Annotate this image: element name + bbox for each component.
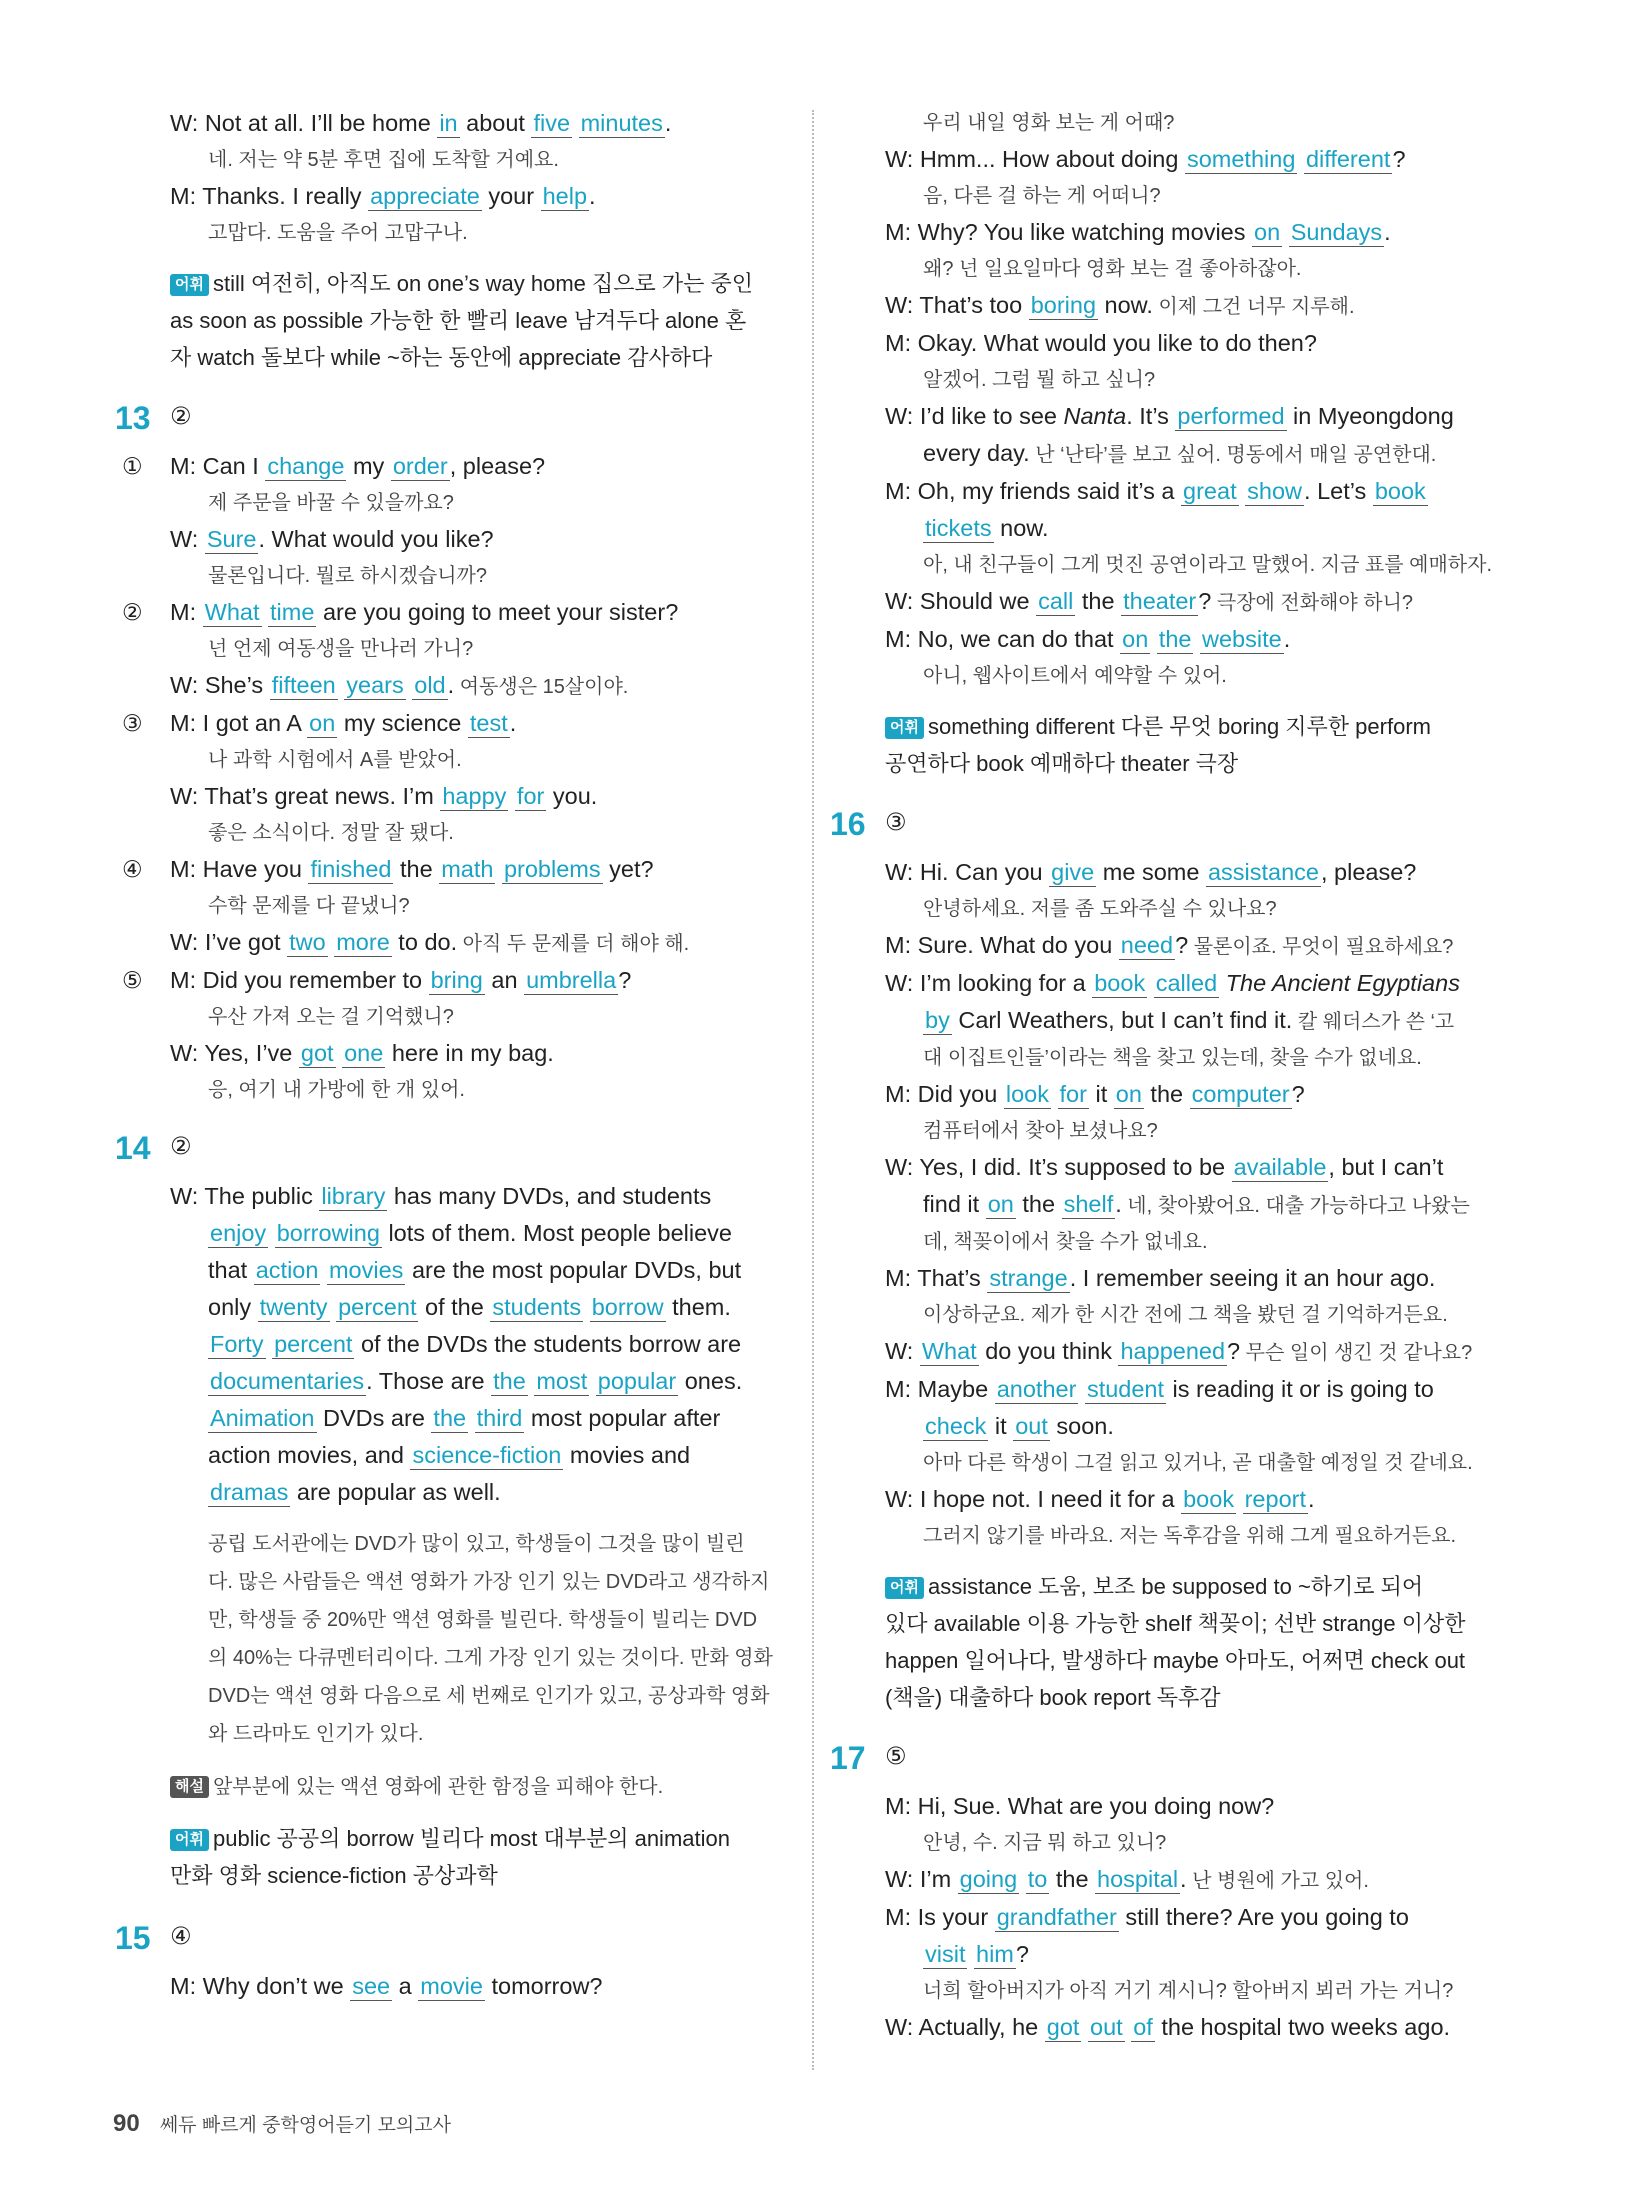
monologue-line: W: The public library has many DVDs, and students (170, 1183, 712, 1209)
question-number: 15 (115, 1920, 151, 1956)
dialogue-line: W: I’ve got two more to do. 아직 두 문제를 더 해야 해. (170, 929, 690, 955)
book-title: 쎄듀 빠르게 중학영어듣기 모의고사 (159, 2115, 451, 2136)
question-number: 17 (830, 1740, 866, 1776)
dialogue-line: W: I’d like to see Nanta. It’s performed in Myeongdong (885, 403, 1454, 429)
dialogue-line: M: No, we can do that on the website. (885, 626, 1291, 652)
translation: 대 이집트인들’이라는 책을 찾고 있는데, 찾을 수가 없네요. (923, 1047, 1422, 1069)
vocab-line: 만화 영화 science-fiction 공상과학 (170, 1863, 498, 1888)
dialogue-line: ③ M: I got an A on my science test. (122, 710, 517, 736)
translation: 고맙다. 도움을 주어 고맙구나. (208, 222, 468, 244)
answer-choice: ② (170, 1133, 192, 1160)
translation: 너희 할아버지가 아직 거기 계시니? 할아버지 뵈러 가는 거니? (923, 1980, 1454, 2002)
dialogue-line: ④ M: Have you finished the math problems yet? (122, 856, 654, 882)
translation-paragraph: DVD는 액션 영화 다음으로 세 번째로 인기가 있고, 공상과학 영화 (208, 1685, 770, 1707)
question-number: 16 (830, 806, 866, 842)
dialogue-line: M: Sure. What do you need? 물론이죠. 무엇이 필요하세요? (885, 932, 1454, 958)
dialogue-line: find it on the shelf. 네, 찾아봤어요. 대출 가능하다고 나왔는 (923, 1191, 1470, 1217)
question-17-header (830, 1730, 1565, 1788)
question-14-header (115, 1120, 850, 1178)
translation: 아, 내 친구들이 그게 멋진 공연이라고 말했어. 지금 표를 예매하자. (923, 554, 1492, 576)
vocab-tag: 어휘 (170, 274, 209, 296)
dialogue-line: every day. 난 ‘난타’를 보고 싶어. 명동에서 매일 공연한대. (923, 440, 1437, 466)
answer-choice: ⑤ (885, 1743, 907, 1770)
page-number: 90 (113, 2110, 140, 2137)
question-number: 14 (115, 1130, 151, 1166)
monologue-line: only twenty percent of the students borrow them. (208, 1294, 731, 1320)
dialogue-line: W: I hope not. I need it for a book report. (885, 1486, 1315, 1512)
translation: 그러지 않기를 바라요. 저는 독후감을 위해 그게 필요하거든요. (923, 1525, 1457, 1547)
translation: 아니, 웹사이트에서 예약할 수 있어. (923, 665, 1227, 687)
dialogue-line: W: Hi. Can you give me some assistance, please? (885, 859, 1417, 885)
dialogue-line: ① M: Can I change my order, please? (122, 453, 546, 479)
vocab-line: (책을) 대출하다 book report 독후감 (885, 1685, 1221, 1710)
vocab-line: 있다 available 이용 가능한 shelf 책꽂이; 선반 strange 이상한 (885, 1611, 1466, 1636)
translation: 안녕, 수. 지금 뭐 하고 있니? (923, 1832, 1167, 1854)
translation: 제 주문을 바꿀 수 있을까요? (208, 492, 454, 514)
translation: 음, 다른 걸 하는 게 어떠니? (923, 185, 1161, 207)
dialogue-line: tickets now. (925, 515, 1049, 541)
dialogue-line: M: Is your grandfather still there? Are you going to (885, 1904, 1409, 1930)
monologue-line: that action movies are the most popular DVDs, but (208, 1257, 742, 1283)
vocab-box: 어휘 still 여전히, 아직도 on one’s way home 집으로 가는 중인 (170, 265, 850, 302)
translation: 우리 내일 영화 보는 게 어때? (923, 112, 1175, 134)
question-13-header (115, 390, 850, 448)
translation: 수학 문제를 다 끝냈니? (208, 895, 410, 917)
monologue-line: Forty percent of the DVDs the students borrow are (210, 1331, 742, 1357)
vocab-tag: 어휘 (170, 1829, 209, 1851)
vocab-line: 자 watch 돌보다 while ~하는 동안에 appreciate 감사하다 (170, 345, 713, 370)
translation: 알겠어. 그럼 뭘 하고 싶니? (923, 369, 1156, 391)
vocab-box: 어휘 assistance 도움, 보조 be supposed to ~하기로 되어 (885, 1568, 1565, 1605)
monologue-line: action movies, and science-fiction movies and (208, 1442, 691, 1468)
monologue-line: enjoy borrowing lots of them. Most people believe (210, 1220, 733, 1246)
dialogue-line: W: Should we call the theater? 극장에 전화해야 하니? (885, 588, 1414, 614)
dialogue-line: ② M: What time are you going to meet your sister? (122, 599, 679, 625)
vocab-box: 어휘 something different 다른 무엇 boring 지루한 perform (885, 708, 1565, 745)
dialogue-line: by Carl Weathers, but I can’t find it. 칼 웨더스가 쓴 ‘고 (925, 1007, 1455, 1033)
answer-choice: ② (170, 403, 192, 430)
translation: 데, 책꽂이에서 찾을 수가 없네요. (923, 1231, 1208, 1253)
dialogue-line: M: Did you look for it on the computer? (885, 1081, 1305, 1107)
translation: 응, 여기 내 가방에 한 개 있어. (208, 1079, 465, 1101)
monologue-line: documentaries. Those are the most popular ones. (210, 1368, 743, 1394)
translation: 넌 언제 여동생을 만나러 가니? (208, 638, 474, 660)
translation: 물론입니다. 뭘로 하시겠습니까? (208, 565, 487, 587)
dialogue-line: M: Why don’t we see a movie tomorrow? (170, 1973, 603, 1999)
vocab-tag: 어휘 (885, 717, 924, 739)
page-footer (113, 2110, 451, 2138)
translation-paragraph: 와 드라마도 인기가 있다. (208, 1723, 424, 1745)
vocab-line: as soon as possible 가능한 한 빨리 leave 남겨두다 alone 혼 (170, 308, 747, 333)
vocab-line: 공연하다 book 예매하다 theater 극장 (885, 751, 1239, 776)
dialogue-line: W: She’s fifteen years old. 여동생은 15살이야. (170, 672, 629, 698)
monologue-line: dramas are popular as well. (210, 1479, 501, 1505)
dialogue-line: M: Okay. What would you like to do then? (885, 330, 1317, 356)
dialogue-line: ⑤ M: Did you remember to bring an umbrella? (122, 967, 632, 993)
translation-paragraph: 만, 학생들 중 20%만 액션 영화를 빌린다. 학생들이 빌리는 DVD (208, 1609, 758, 1631)
translation: 이상하군요. 제가 한 시간 전에 그 책을 봤던 걸 기억하거든요. (923, 1304, 1448, 1326)
dialogue-line: M: Oh, my friends said it’s a great show. Let’s book (885, 478, 1426, 504)
monologue-line: Animation DVDs are the third most popular after (210, 1405, 721, 1431)
dialogue-line: W: Yes, I did. It’s supposed to be available, but I can’t (885, 1154, 1444, 1180)
translation: 아마 다른 학생이 그걸 읽고 있거나, 곧 대출할 예정일 것 같네요. (923, 1452, 1473, 1474)
translation: 컴퓨터에서 찾아 보셨나요? (923, 1120, 1158, 1142)
dialogue-line: W: I’m going to the hospital. 난 병원에 가고 있어. (885, 1866, 1369, 1892)
translation: 우산 가져 오는 걸 기억했니? (208, 1006, 454, 1028)
explanation-box: 해설 앞부분에 있는 액션 영화에 관한 함정을 피해야 한다. (170, 1767, 850, 1806)
dialogue-line: M: Hi, Sue. What are you doing now? (885, 1793, 1275, 1819)
dialogue-line: W: Yes, I’ve got one here in my bag. (170, 1040, 554, 1066)
dialogue-line: W: What do you think happened? 무슨 일이 생긴 것 같나요? (885, 1338, 1473, 1364)
dialogue-line: M: Maybe another student is reading it or is going to (885, 1376, 1434, 1402)
translation: 왜? 넌 일요일마다 영화 보는 걸 좋아하잖아. (923, 258, 1302, 280)
dialogue-line: W: Sure. What would you like? (170, 526, 494, 552)
dialogue-line: M: That’s strange. I remember seeing it an hour ago. (885, 1265, 1436, 1291)
right-column (830, 105, 1565, 2046)
translation: 안녕하세요. 저를 좀 도와주실 수 있나요? (923, 898, 1277, 920)
explanation-tag: 해설 (170, 1776, 209, 1798)
dialogue-line: visit him? (925, 1941, 1029, 1967)
vocab-line: happen 일어나다, 발생하다 maybe 아마도, 어쩌면 check out (885, 1648, 1466, 1673)
vocab-tag: 어휘 (885, 1577, 924, 1599)
dialogue-line: W: Not at all. I’ll be home in about five minutes. (170, 110, 672, 136)
question-15-header (115, 1910, 850, 1968)
dialogue-line: W: That’s too boring now. 이제 그건 너무 지루해. (885, 292, 1355, 318)
left-column (115, 105, 850, 2005)
translation: 네. 저는 약 5분 후면 집에 도착할 거예요. (208, 149, 559, 171)
dialogue-line: W: Actually, he got out of the hospital two weeks ago. (885, 2014, 1451, 2040)
dialogue-line: W: Hmm... How about doing something different? (885, 146, 1406, 172)
dialogue-line: check it out soon. (925, 1413, 1114, 1439)
translation-paragraph: 공립 도서관에는 DVD가 많이 있고, 학생들이 그것을 많이 빌린 (208, 1533, 745, 1555)
translation-paragraph: 다. 많은 사람들은 액션 영화가 가장 인기 있는 DVD라고 생각하지 (208, 1571, 770, 1593)
translation: 좋은 소식이다. 정말 잘 됐다. (208, 822, 454, 844)
question-16-header (830, 796, 1565, 854)
vocab-box: 어휘 public 공공의 borrow 빌리다 most 대부분의 animation (170, 1820, 850, 1857)
dialogue-line: M: Why? You like watching movies on Sundays. (885, 219, 1391, 245)
translation: 나 과학 시험에서 A를 받았어. (208, 749, 462, 771)
dialogue-line: W: I’m looking for a book called The Ancient Egyptians (885, 970, 1460, 996)
question-number: 13 (115, 400, 151, 436)
dialogue-line: W: That’s great news. I’m happy for you. (170, 783, 598, 809)
answer-choice: ③ (885, 809, 907, 836)
dialogue-line: M: Thanks. I really appreciate your help. (170, 183, 596, 209)
translation-paragraph: 의 40%는 다큐멘터리이다. 그게 가장 인기 있는 것이다. 만화 영화 (208, 1647, 773, 1669)
answer-choice: ④ (170, 1923, 192, 1950)
